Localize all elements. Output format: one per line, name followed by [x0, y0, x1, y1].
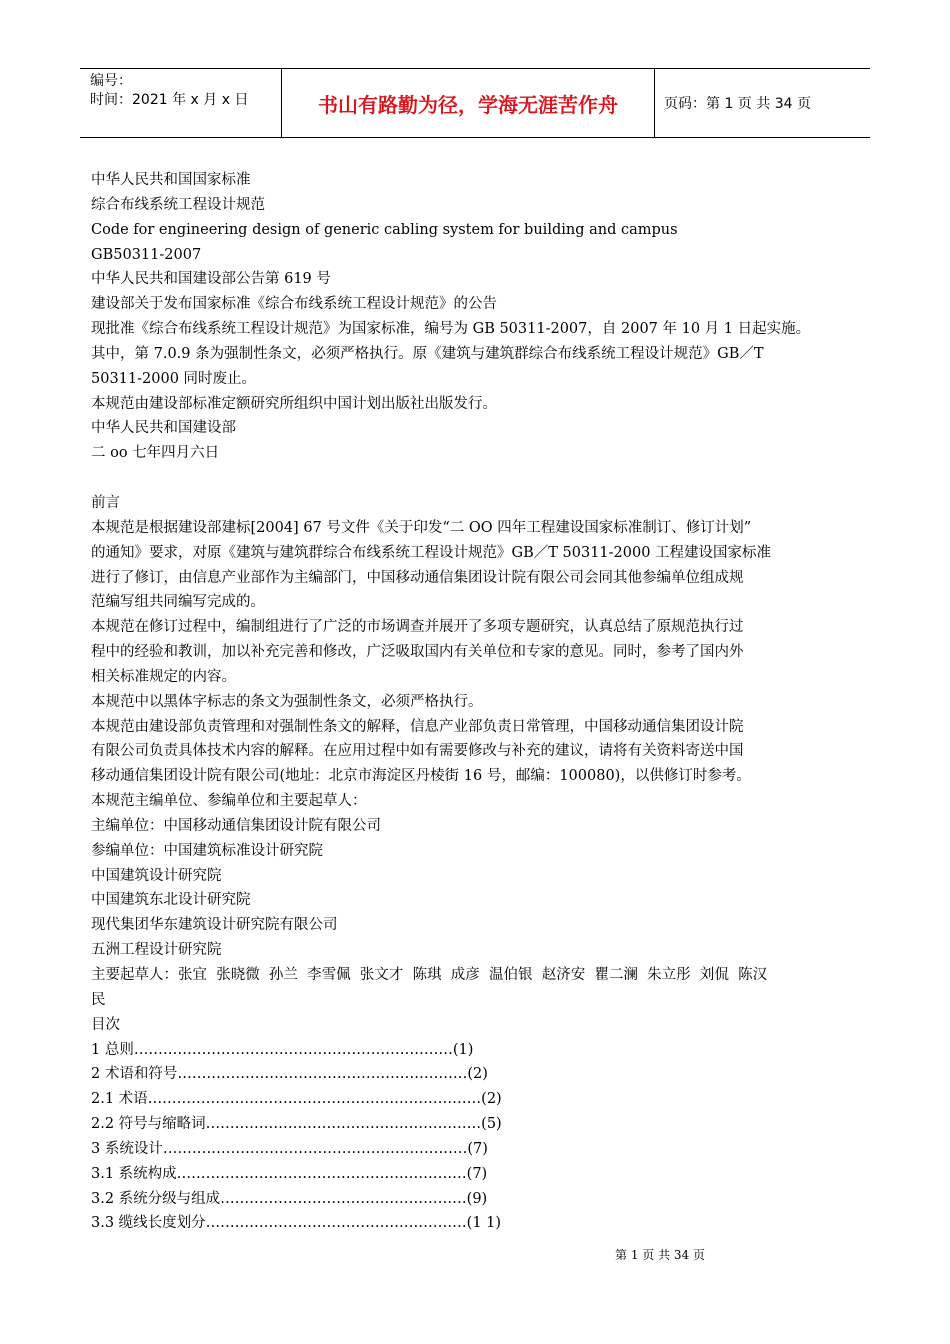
text-line: 参编单位：中国建筑标准设计研究院 [91, 842, 323, 859]
text-line: 移动通信集团设计院有限公司(地址：北京市海淀区丹棱街 16 号，邮编：100080)，以供修订时参考。 [91, 768, 751, 785]
text-line: 1 总则…………………………………………………………(1) [91, 1041, 474, 1058]
document-time-label: 时间：2021 年 x 月 x 日 [90, 92, 249, 108]
text-line: 3.2 系统分级与组成……………………………………………(9) [91, 1190, 488, 1207]
text-line: 3.1 系统构成……………………………………………………(7) [91, 1165, 488, 1182]
text-line: 进行了修订，由信息产业部作为主编部门，中国移动通信集团设计院有限公司会同其他参编单位组成规 [91, 569, 744, 586]
text-line: 范编写组共同编写完成的。 [91, 594, 265, 611]
text-line: 现代集团华东建筑设计研究院有限公司 [91, 917, 338, 934]
text-line: 现批准《综合布线系统工程设计规范》为国家标准，编号为 GB 50311-2007，自 2007 年 10 月 1 日起实施。 [91, 321, 811, 338]
text-line: 2.1 术语……………………………………………………………(2) [91, 1091, 502, 1108]
text-line: 综合布线系统工程设计规范 [91, 196, 265, 213]
text-line: 2 术语和符号……………………………………………………(2) [91, 1066, 488, 1083]
text-line: 民 [91, 991, 106, 1008]
text-line: 中国建筑东北设计研究院 [91, 892, 251, 909]
text-line: 的通知》要求，对原《建筑与建筑群综合布线系统工程设计规范》GB／T 50311-2000 工程建设国家标准 [91, 544, 772, 561]
text-line: 五洲工程设计研究院 [91, 942, 222, 959]
text-line: 50311-2000 同时废止。 [91, 370, 257, 387]
text-line: 二 oo 七年四月六日 [91, 445, 220, 462]
text-line: 主要起草人：张宜 张晓微 孙兰 李雪佩 张文才 陈琪 成彦 温伯银 赵济安 瞿二澜 朱立彤 刘侃 陈汉 [91, 967, 768, 983]
text-line: 本规范中以黑体字标志的条文为强制性条文，必须严格执行。 [91, 693, 483, 710]
text-line: 3 系统设计………………………………………………………(7) [91, 1140, 488, 1157]
text-line: 中华人民共和国建设部 [91, 420, 236, 437]
text-line: 2.2 符号与缩略词…………………………………………………(5) [91, 1116, 502, 1133]
document-body [91, 168, 871, 1236]
text-line: 本规范由建设部负责管理和对强制性条文的解释，信息产业部负责日常管理，中国移动通信集团设计院 [91, 718, 744, 735]
text-line: 前言 [91, 494, 120, 511]
text-line: 中国建筑设计研究院 [91, 867, 222, 884]
text-line: 中华人民共和国国家标准 [91, 172, 251, 188]
header-motto: 书山有路勤为径，学海无涯苦作舟 [282, 69, 655, 137]
text-line: Code for engineering design of generic cabling system for building and campus [91, 221, 678, 238]
text-line: 本规范主编单位、参编单位和主要起草人： [91, 793, 367, 810]
text-line: 相关标准规定的内容。 [91, 668, 236, 685]
text-line: 中华人民共和国建设部公告第 619 号 [91, 271, 331, 288]
text-line: 其中，第 7.0.9 条为强制性条文，必须严格执行。原《建筑与建筑群综合布线系统工程设计规范》GB／T [91, 345, 764, 362]
text-line: 有限公司负责具体技术内容的解释。在应用过程中如有需要修改与补充的建议，请将有关资料寄送中国 [91, 743, 744, 760]
page-header [80, 68, 870, 138]
text-line: 主编单位：中国移动通信集团设计院有限公司 [91, 817, 381, 834]
blank-line [91, 466, 871, 491]
text-line: 3.3 缆线长度划分………………………………………………(1 1) [91, 1215, 502, 1232]
text-line: 本规范在修订过程中，编制组进行了广泛的市场调查并展开了多项专题研究，认真总结了原规范执行过 [91, 619, 744, 636]
header-meta-cell [80, 69, 282, 137]
text-line: 本规范由建设部标准定额研究所组织中国计划出版社出版发行。 [91, 395, 497, 412]
text-line: 本规范是根据建设部建标[2004] 67 号文件《关于印发“二 OO 四年工程建设国家标准制订、修订计划” [91, 519, 752, 536]
page-footer: 第 1 页 共 34 页 [615, 1248, 705, 1262]
text-line: 程中的经验和教训，加以补充完善和修改，广泛吸取国内有关单位和专家的意见。同时，参考了国内外 [91, 644, 744, 661]
text-line: 建设部关于发布国家标准《综合布线系统工程设计规范》的公告 [91, 296, 497, 313]
document-code-label: 编号： [90, 73, 132, 89]
text-line: GB50311-2007 [91, 246, 202, 263]
header-page-number: 页码：第 1 页 共 34 页 [664, 96, 811, 112]
text-line: 目次 [91, 1016, 120, 1033]
